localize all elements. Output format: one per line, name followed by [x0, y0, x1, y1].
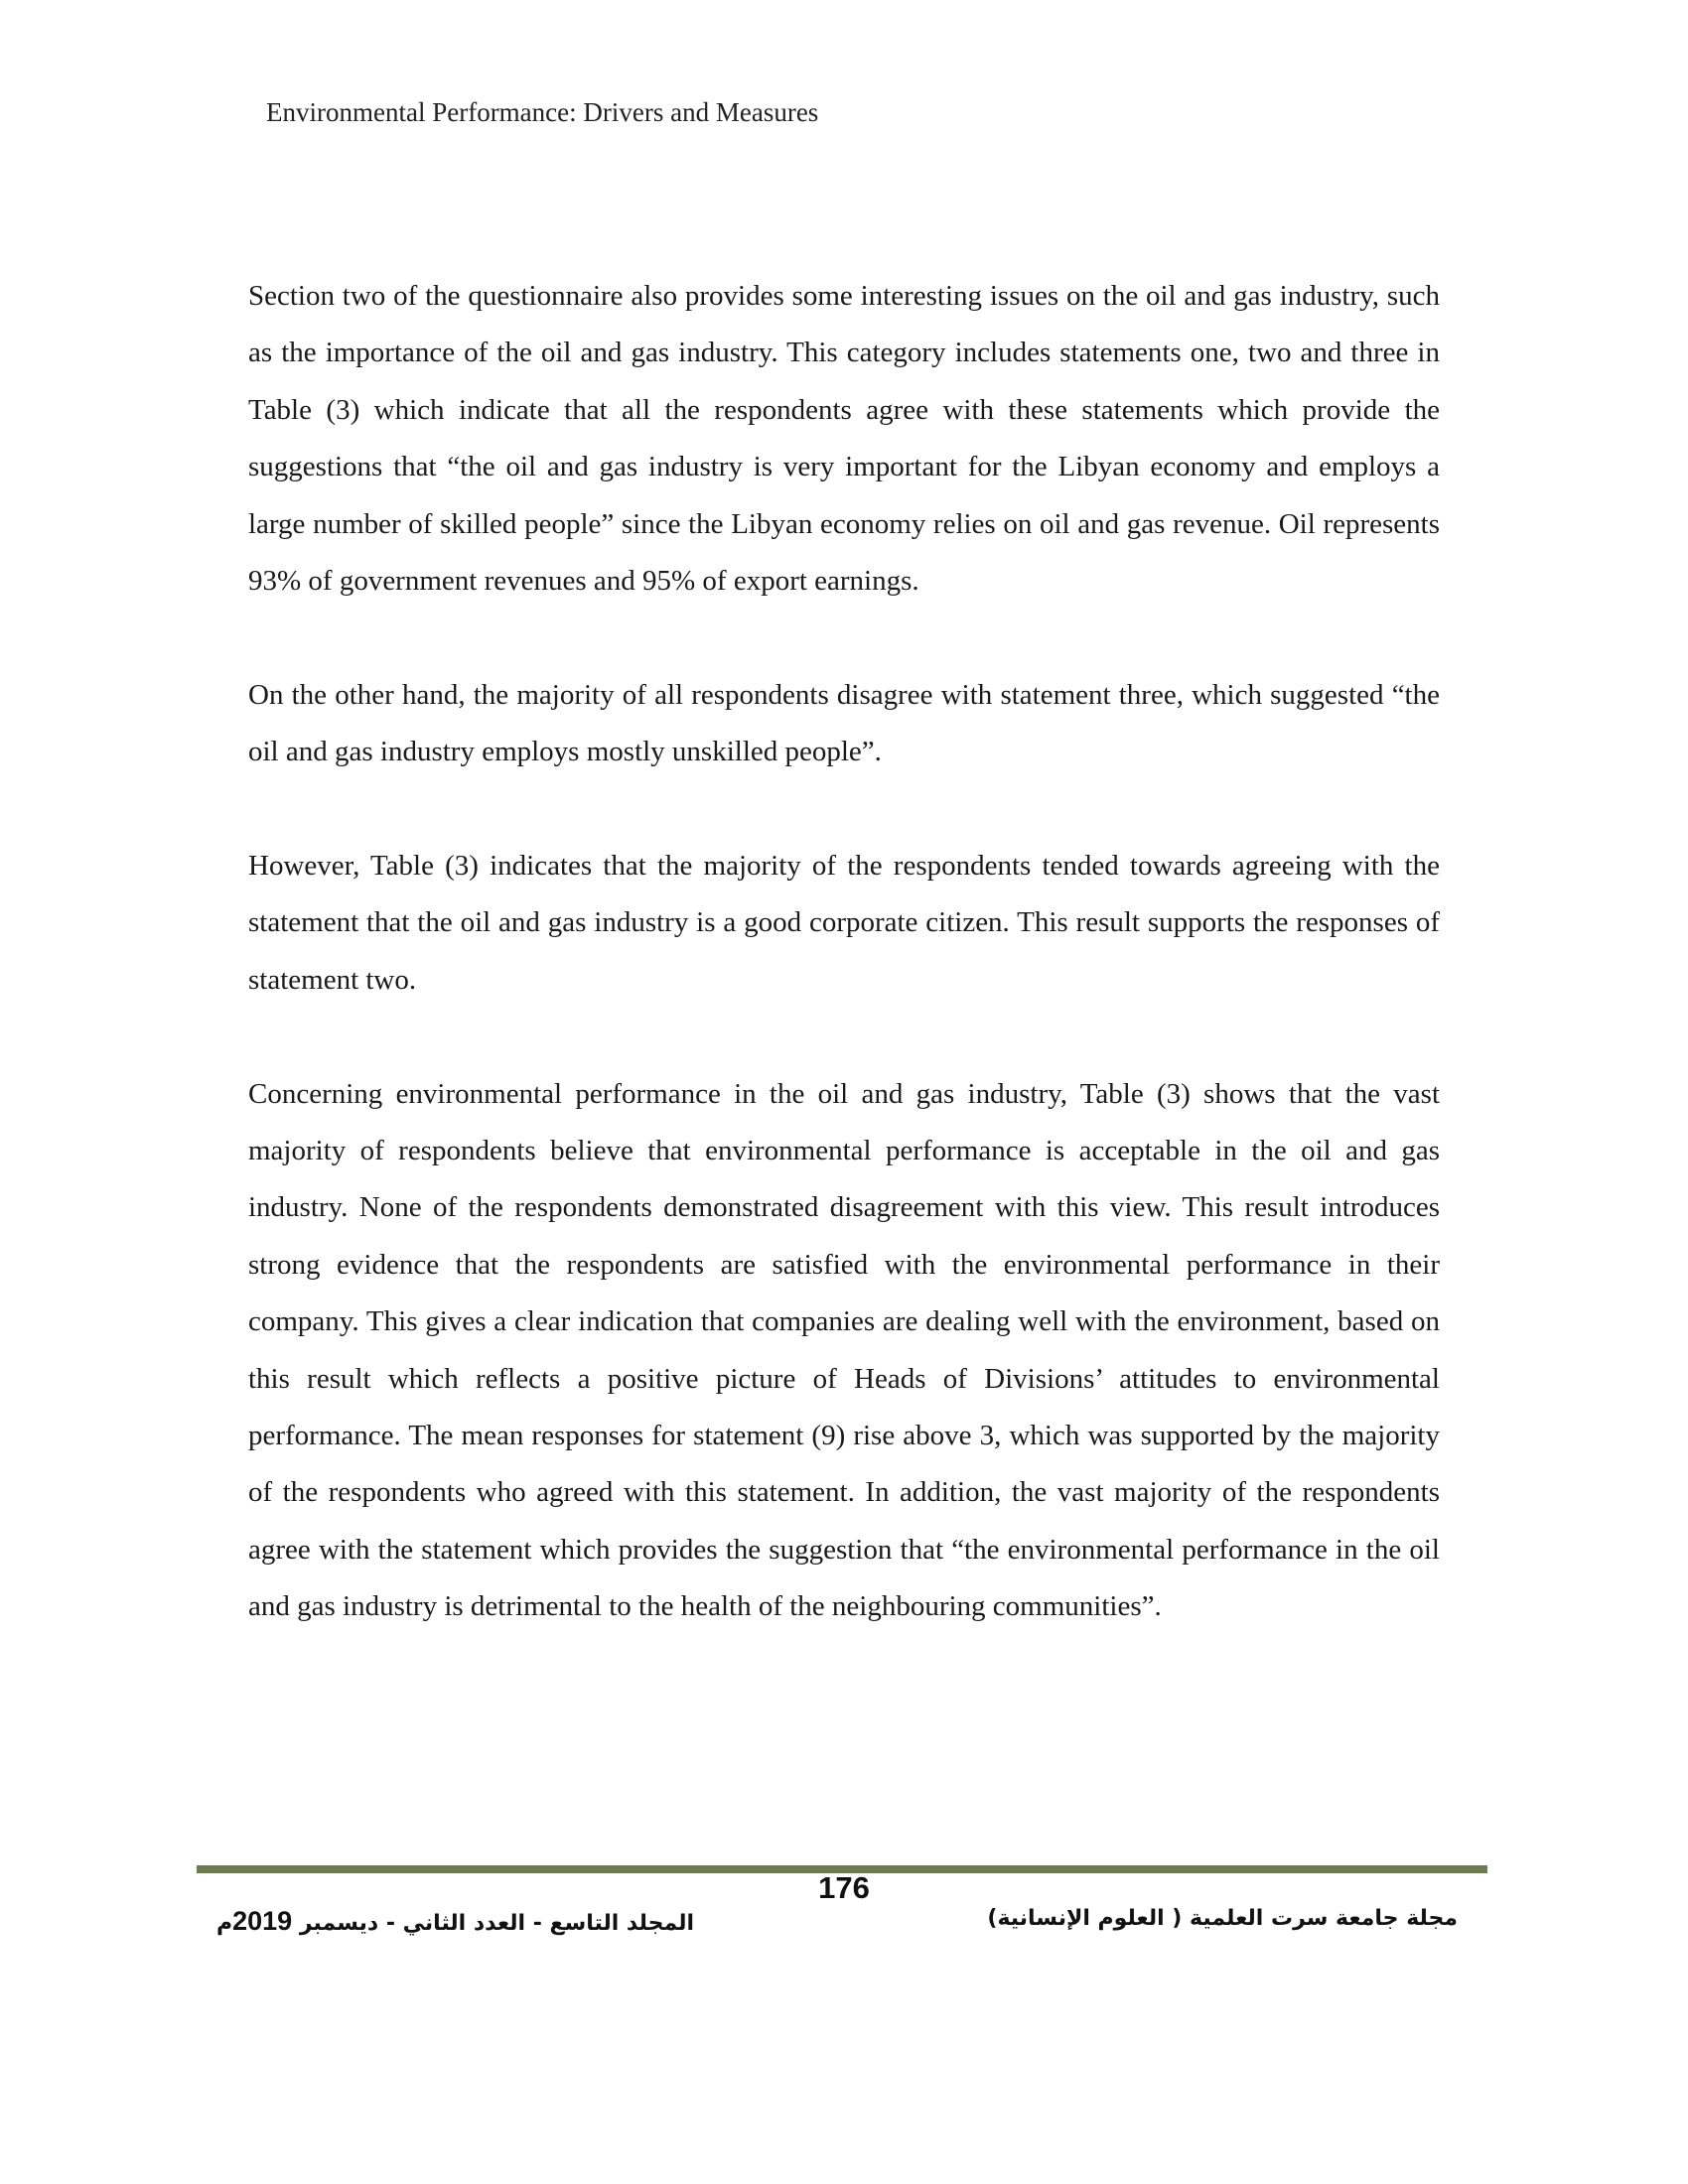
paragraph: On the other hand, the majority of all respondents disagree with statement three, which suggested “the oil and gas industry employs mostly unskilled people”. — [248, 678, 1440, 768]
page-number: 176 — [818, 1870, 870, 1905]
issue-text: المجلد التاسع - العدد الثاني - ديسمبر — [292, 1911, 695, 1936]
paragraph: Section two of the questionnaire also provides some interesting issues on the oil and gas industry, such as the importance of the oil and gas industry. This category includes statements one, two and three in Table (3) which indicate that all the respondents agree with these statements which provide the suggestions that “the oil and gas industry is very important for the Libyan economy and employs a large number of skilled people” since the Libyan economy relies on oil and gas revenue. Oil represents 93% of government revenues and 95% of export earnings. — [248, 280, 1440, 598]
issue-year: 2019 — [232, 1906, 293, 1936]
body-text — [248, 268, 1440, 1636]
paragraph: However, Table (3) indicates that the majority of the respondents tended towards agreeing with the statement that the oil and gas industry is a good corporate citizen. This result supports the responses of statement two. — [248, 850, 1440, 996]
issue-suffix: م — [216, 1911, 233, 1936]
issue-info — [216, 1906, 694, 1937]
journal-name: مجلة جامعة سرت العلمية ( العلوم الإنسانية) — [987, 1906, 1458, 1931]
paragraph: Concerning environmental performance in the oil and gas industry, Table (3) shows that the vast majority of respondents believe that environmental performance is acceptable in the oil and gas industry. None of the respondents demonstrated disagreement with this view. This result introduces strong evidence that the respondents are satisfied with the environmental performance in their company. This gives a clear indication that companies are dealing well with the environment, based on this result which reflects a positive picture of Heads of Divisions’ attitudes to environmental performance. The mean responses for statement (9) rise above 3, which was supported by the majority of the respondents who agreed with this statement. In addition, the vast majority of the respondents agree with the statement which provides the suggestion that “the environmental performance in the oil and gas industry is detrimental to the health of the neighbouring communities”. — [248, 1077, 1440, 1623]
running-head: Environmental Performance: Drivers and Measures — [266, 97, 819, 127]
